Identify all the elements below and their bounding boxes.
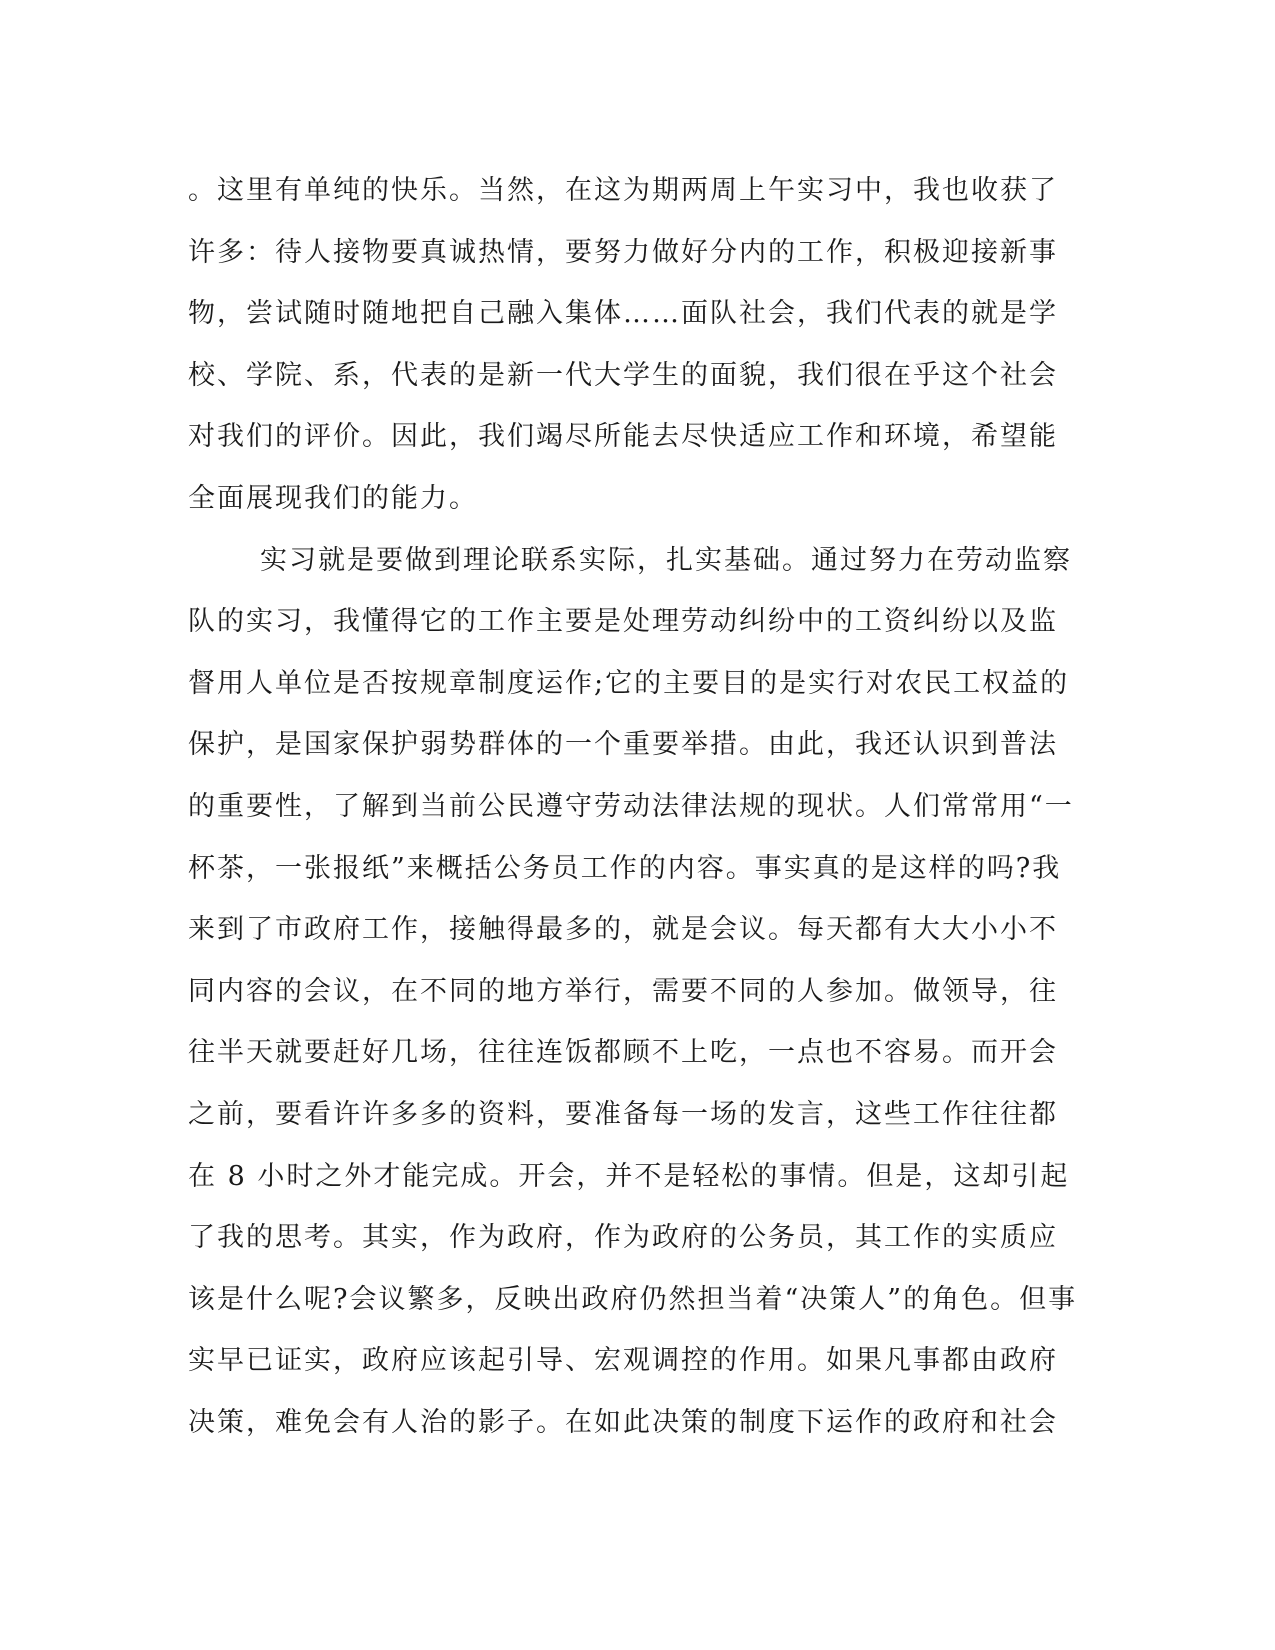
- text-line: 物，尝试随时随地把自己融入集体……面队社会，我们代表的就是学: [188, 298, 1058, 330]
- text-line: 决策，难免会有人治的影子。在如此决策的制度下运作的政府和社会: [188, 1406, 1058, 1438]
- text-line: 许多：待人接物要真诚热情，要努力做好分内的工作，积极迎接新事: [188, 236, 1058, 268]
- text-line: 来到了市政府工作，接触得最多的，就是会议。每天都有大大小小不: [188, 914, 1058, 946]
- text-line: 队的实习，我懂得它的工作主要是处理劳动纠纷中的工资纠纷以及监: [188, 606, 1058, 638]
- text-line: 往半天就要赶好几场，往往连饭都顾不上吃，一点也不容易。而开会: [188, 1037, 1058, 1069]
- text-line: 保护，是国家保护弱势群体的一个重要举措。由此，我还认识到普法: [188, 729, 1058, 761]
- text-line: 全面展现我们的能力。: [188, 482, 478, 514]
- text-line: 的重要性，了解到当前公民遵守劳动法律法规的现状。人们常常用“一: [188, 790, 1074, 822]
- text-line: 实早已证实，政府应该起引导、宏观调控的作用。如果凡事都由政府: [188, 1345, 1058, 1377]
- body-text: [188, 160, 1088, 1453]
- text-line: 同内容的会议，在不同的地方举行，需要不同的人参加。做领导，往: [188, 975, 1058, 1007]
- text-line: 该是什么呢?会议繁多，反映出政府仍然担当着“决策人”的角色。但事: [188, 1283, 1078, 1315]
- text-line: 对我们的评价。因此，我们竭尽所能去尽快适应工作和环境，希望能: [188, 421, 1058, 453]
- text-line: 督用人单位是否按规章制度运作;它的主要目的是实行对农民工权益的: [188, 667, 1070, 699]
- text-line: 在 8 小时之外才能完成。开会，并不是轻松的事情。但是，这却引起: [188, 1160, 1070, 1192]
- text-line: 了我的思考。其实，作为政府，作为政府的公务员，其工作的实质应: [188, 1222, 1058, 1254]
- paragraph-start-line: 实习就是要做到理论联系实际，扎实基础。通过努力在劳动监察: [260, 544, 1072, 576]
- text-line: 之前，要看许许多多的资料，要准备每一场的发言，这些工作往往都: [188, 1098, 1058, 1130]
- text-line: 校、学院、系，代表的是新一代大学生的面貌，我们很在乎这个社会: [188, 359, 1058, 391]
- text-line: 杯茶，一张报纸”来概括公务员工作的内容。事实真的是这样的吗?我: [188, 852, 1062, 884]
- text-line: 。这里有单纯的快乐。当然，在这为期两周上午实习中，我也收获了: [188, 175, 1058, 206]
